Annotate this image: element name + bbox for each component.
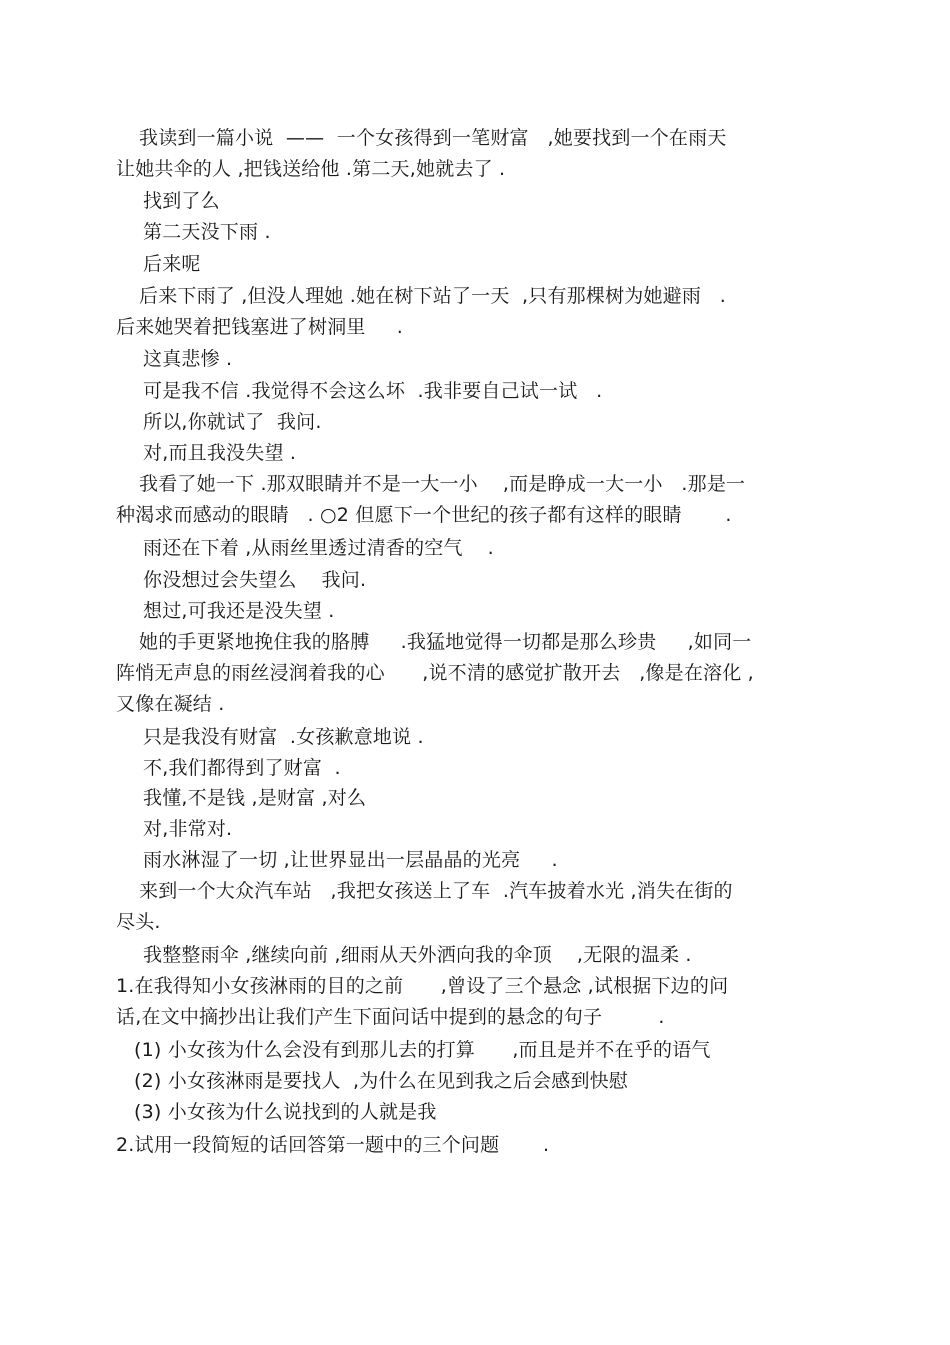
paragraph-line: 只是我没有财富 .女孩歉意地说 . (143, 726, 424, 748)
paragraph-line: 她的手更紧地挽住我的胳膊 .我猛地觉得一切都是那么珍贵 ,如同一 (139, 631, 752, 653)
paragraph-line: 我读到一篇小说 —— 一个女孩得到一笔财富 ,她要找到一个在雨天 (139, 127, 727, 149)
sub-question-1: (1) 小女孩为什么会没有到那儿去的打算 ,而且是并不在乎的语气 (134, 1039, 711, 1061)
paragraph-line: 尽头. (116, 911, 161, 933)
paragraph-line: 雨水淋湿了一切 ,让世界显出一层晶晶的光亮 . (143, 849, 558, 871)
paragraph-line: 找到了么 (143, 190, 220, 212)
question-2: 2.试用一段简短的话回答第一题中的三个问题 . (116, 1134, 550, 1156)
paragraph-line: 我懂,不是钱 ,是财富 ,对么 (143, 787, 367, 809)
paragraph-line: 对,非常对. (143, 818, 233, 840)
paragraph-line: 阵悄无声息的雨丝浸润着我的心 ,说不清的感觉扩散开去 ,像是在溶化 , (116, 662, 754, 684)
question-1-continued: 话,在文中摘抄出让我们产生下面问话中提到的悬念的句子 . (116, 1006, 665, 1028)
paragraph-line: 我整整雨伞 ,继续向前 ,细雨从天外洒向我的伞顶 ,无限的温柔 . (143, 944, 692, 966)
paragraph-line: 想过,可我还是没失望 . (143, 600, 335, 622)
sub-question-2: (2) 小女孩淋雨是要找人 ,为什么在见到我之后会感到快慰 (134, 1070, 629, 1092)
paragraph-line: 第二天没下雨 . (143, 221, 271, 243)
paragraph-line: 这真悲惨 . (143, 348, 233, 370)
paragraph-line: 又像在凝结 . (116, 693, 225, 715)
sub-question-3: (3) 小女孩为什么说找到的人就是我 (134, 1101, 437, 1123)
paragraph-line: 种渴求而感动的眼睛 . ○2 但愿下一个世纪的孩子都有这样的眼睛 . (116, 504, 732, 526)
paragraph-line: 后来下雨了 ,但没人理她 .她在树下站了一天 ,只有那棵树为她避雨 . (139, 285, 727, 307)
paragraph-line: 我看了她一下 .那双眼睛并不是一大一小 ,而是睁成一大一小 .那是一 (139, 473, 746, 495)
paragraph-line: 雨还在下着 ,从雨丝里透过清香的空气 . (143, 537, 494, 559)
paragraph-line: 不,我们都得到了财富 . (143, 757, 341, 779)
paragraph-line: 所以,你就试了 我问. (143, 411, 322, 433)
paragraph-line: 你没想过会失望么 我问. (143, 569, 367, 591)
paragraph-line: 后来她哭着把钱塞进了树洞里 . (116, 316, 404, 338)
paragraph-line: 后来呢 (143, 253, 201, 275)
paragraph-line: 可是我不信 .我觉得不会这么坏 .我非要自己试一试 . (143, 380, 603, 402)
paragraph-line: 对,而且我没失望 . (143, 442, 297, 464)
paragraph-line: 让她共伞的人 ,把钱送给他 .第二天,她就去了 . (116, 158, 506, 180)
question-1: 1.在我得知小女孩淋雨的目的之前 ,曾设了三个悬念 ,试根据下边的问 (116, 975, 729, 997)
paragraph-line: 来到一个大众汽车站 ,我把女孩送上了车 .汽车披着水光 ,消失在街的 (139, 880, 733, 902)
